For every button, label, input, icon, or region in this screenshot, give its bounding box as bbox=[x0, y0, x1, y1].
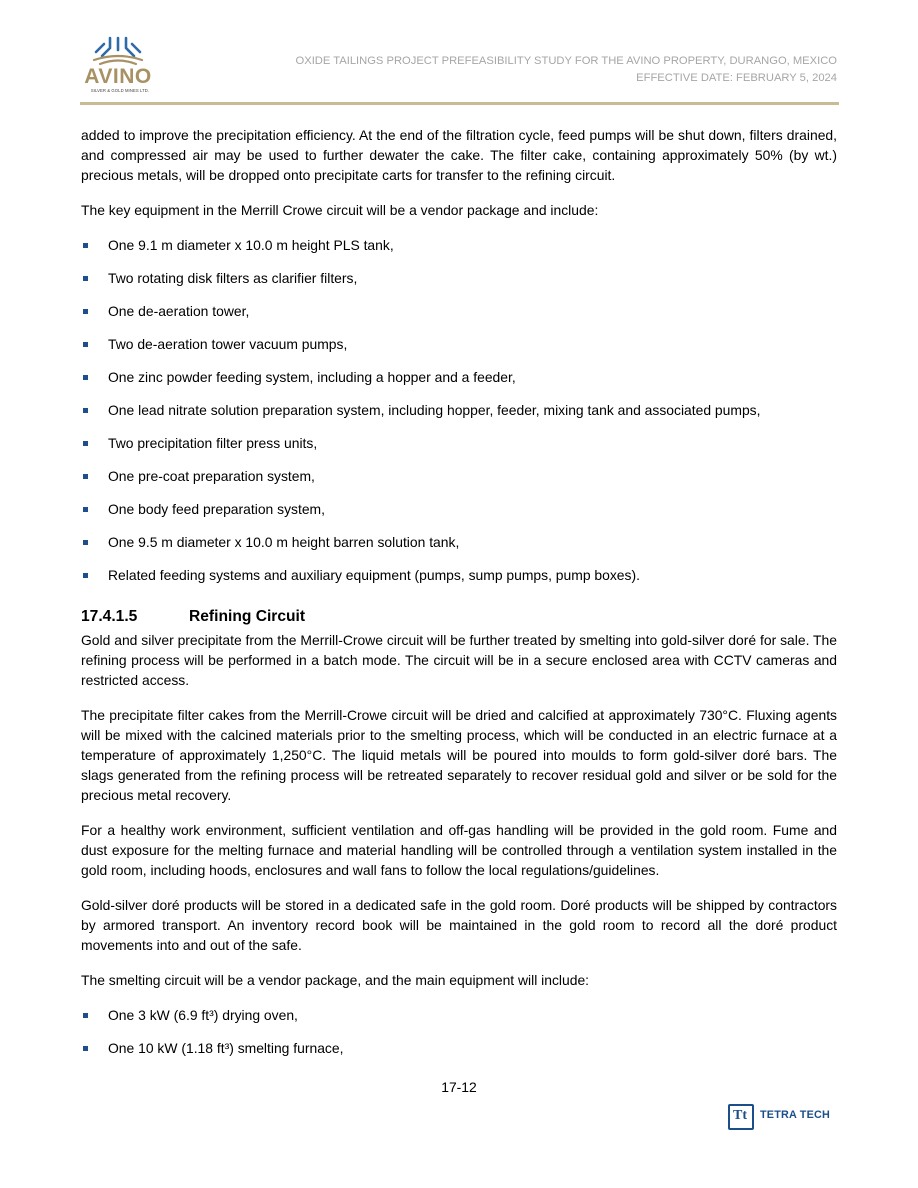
bullet-icon bbox=[83, 1046, 88, 1051]
bullet-icon bbox=[83, 276, 88, 281]
list-item: Two de-aeration tower vacuum pumps, bbox=[81, 334, 837, 354]
bullet-icon bbox=[83, 375, 88, 380]
section-heading bbox=[81, 607, 837, 627]
page-body bbox=[81, 125, 837, 1058]
bullet-icon bbox=[83, 309, 88, 314]
list-item: Related feeding systems and auxiliary equipment (pumps, sump pumps, pump boxes). bbox=[81, 565, 837, 585]
bullet-icon bbox=[83, 507, 88, 512]
document-header bbox=[296, 53, 837, 87]
list-item: One 3 kW (6.9 ft³) drying oven, bbox=[81, 1005, 837, 1025]
paragraph: For a healthy work environment, sufficient ventilation and off-gas handling will be provided in the gold room. Fume and dust exposure for the melting furnace and material handling will be controlled through a ventilation system installed in the gold room, including hoods, enclosures and wall fans to follow the local regulations/guidelines. bbox=[81, 822, 837, 878]
paragraph: added to improve the precipitation efficiency. At the end of the filtration cycle, feed pumps will be shut down, filters drained, and compressed air may be used to further dewater the cake. The filter cake, containing approximately 50% (by wt.) precious metals, will be dropped onto precipitate carts for transfer to the refining circuit. bbox=[81, 127, 837, 183]
paragraph: The precipitate filter cakes from the Merrill-Crowe circuit will be dried and calcified at approximately 730°C. Fluxing agents will be mixed with the calcined materials prior to the smelting process, which will be conducted in an electric furnace at a temperature of approximately 1,250°C. The liquid metals will be poured into moulds to form gold-silver doré bars. The slags generated from the refining process will be retreated separately to recover residual gold and silver or be sold for the precious metal recovery. bbox=[81, 707, 837, 803]
list-item: Two precipitation filter press units, bbox=[81, 433, 837, 453]
list-item: One 10 kW (1.18 ft³) smelting furnace, bbox=[81, 1038, 837, 1058]
header-title: OXIDE TAILINGS PROJECT PREFEASIBILITY STUDY FOR THE AVINO PROPERTY, DURANGO, MEXICO bbox=[295, 55, 837, 67]
avino-emblem-icon bbox=[80, 36, 156, 66]
bullet-icon bbox=[83, 474, 88, 479]
list-item: One body feed preparation system, bbox=[81, 499, 837, 519]
section-title: Refining Circuit bbox=[189, 608, 306, 625]
tetra-tech-mark-icon: Tt bbox=[728, 1104, 754, 1130]
bullet-icon bbox=[83, 342, 88, 347]
bullet-icon bbox=[83, 408, 88, 413]
list-item: One 9.5 m diameter x 10.0 m height barren solution tank, bbox=[81, 532, 837, 552]
list-item: One 9.1 m diameter x 10.0 m height PLS tank, bbox=[81, 235, 837, 255]
bullet-icon bbox=[83, 441, 88, 446]
page-number: 17-12 bbox=[441, 1079, 477, 1095]
bullet-icon bbox=[83, 243, 88, 248]
list-item: One zinc powder feeding system, including a hopper and a feeder, bbox=[81, 367, 837, 387]
paragraph: Gold and silver precipitate from the Merrill-Crowe circuit will be further treated by smelting into gold-silver doré for sale. The refining process will be performed in a batch mode. The circuit will be in a secure enclosed area with CCTV cameras and restricted access. bbox=[81, 632, 837, 688]
paragraph: The smelting circuit will be a vendor package, and the main equipment will include: bbox=[81, 972, 590, 988]
avino-logo bbox=[80, 36, 160, 98]
bullet-icon bbox=[83, 1013, 88, 1018]
logo-wordmark: AVINO bbox=[84, 65, 152, 88]
list-item: Two rotating disk filters as clarifier filters, bbox=[81, 268, 837, 288]
paragraph: The key equipment in the Merrill Crowe circuit will be a vendor package and include: bbox=[81, 202, 599, 218]
bullet-icon bbox=[83, 540, 88, 545]
list-item: One lead nitrate solution preparation system, including hopper, feeder, mixing tank and associated pumps, bbox=[81, 400, 837, 420]
tetra-tech-wordmark: TETRA TECH bbox=[760, 1109, 830, 1121]
header-divider bbox=[80, 102, 839, 105]
list-item: One de-aeration tower, bbox=[81, 301, 837, 321]
merrill-crowe-equipment-list bbox=[81, 235, 837, 585]
bullet-icon bbox=[83, 573, 88, 578]
section-number: 17.4.1.5 bbox=[81, 608, 138, 625]
list-item: One pre-coat preparation system, bbox=[81, 466, 837, 486]
logo-tagline: SILVER & GOLD MINES LTD. bbox=[90, 88, 150, 93]
smelting-equipment-list bbox=[81, 1005, 837, 1058]
header-effective-date: EFFECTIVE DATE: FEBRUARY 5, 2024 bbox=[636, 72, 837, 84]
paragraph: Gold-silver doré products will be stored in a dedicated safe in the gold room. Doré products will be shipped by contractors by armored transport. An inventory record book will be maintained in the gold room to record all the doré product movements into and out of the safe. bbox=[81, 897, 837, 953]
